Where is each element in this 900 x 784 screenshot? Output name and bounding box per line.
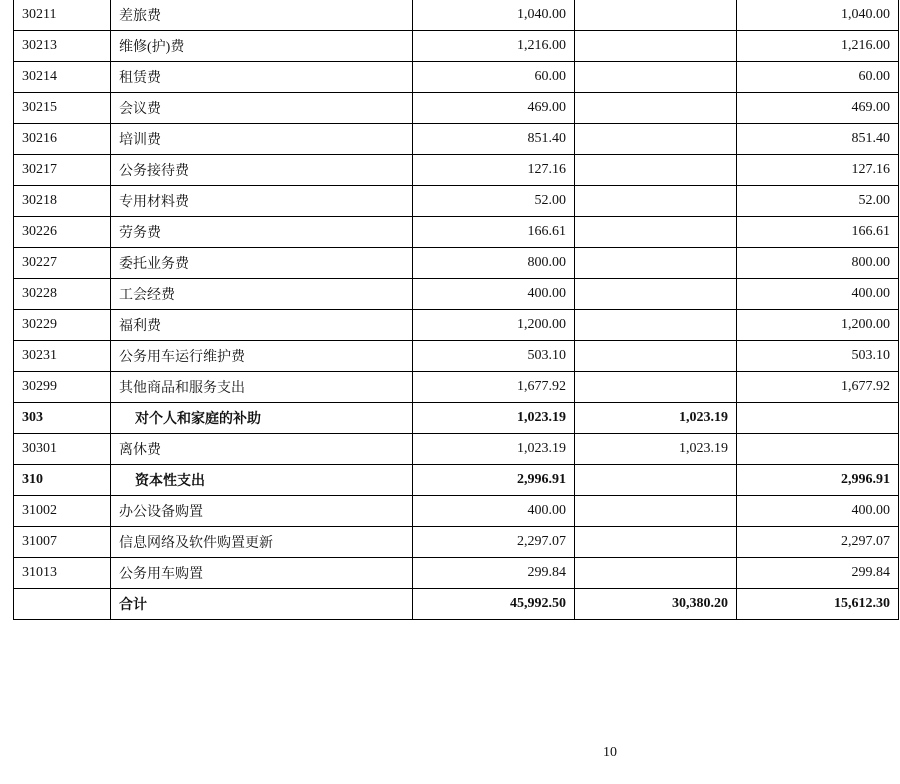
row-basic [575,93,737,124]
row-project: 166.61 [737,217,899,248]
row-total: 2,297.07 [413,527,575,558]
row-project: 469.00 [737,93,899,124]
row-code: 310 [14,465,111,496]
row-name: 信息网络及软件购置更新 [111,527,413,558]
row-total: 1,023.19 [413,403,575,434]
row-basic [575,124,737,155]
row-code: 303 [14,403,111,434]
row-total: 2,996.91 [413,465,575,496]
subtotal-row [14,465,899,496]
table-row [14,124,899,155]
row-project: 400.00 [737,496,899,527]
row-project: 503.10 [737,341,899,372]
table-row [14,558,899,589]
row-total: 127.16 [413,155,575,186]
row-code: 30217 [14,155,111,186]
row-code: 31007 [14,527,111,558]
row-name: 培训费 [111,124,413,155]
row-basic: 1,023.19 [575,434,737,465]
row-name: 工会经费 [111,279,413,310]
row-name: 维修(护)费 [111,31,413,62]
table-row [14,279,899,310]
project-total: 15,612.30 [737,589,899,620]
row-code: 30226 [14,217,111,248]
row-code: 30218 [14,186,111,217]
row-project: 2,996.91 [737,465,899,496]
row-project: 851.40 [737,124,899,155]
row-code: 30211 [14,0,111,31]
row-total: 1,216.00 [413,31,575,62]
row-basic [575,217,737,248]
table-row [14,0,899,31]
row-total: 60.00 [413,62,575,93]
row-code: 30215 [14,93,111,124]
row-total: 800.00 [413,248,575,279]
row-basic [575,558,737,589]
row-code: 30301 [14,434,111,465]
row-code: 30214 [14,62,111,93]
row-total: 503.10 [413,341,575,372]
row-name: 离休费 [111,434,413,465]
row-project [737,403,899,434]
table-row [14,496,899,527]
row-basic [575,310,737,341]
row-name: 办公设备购置 [111,496,413,527]
row-total: 166.61 [413,217,575,248]
row-name: 专用材料费 [111,186,413,217]
table-row [14,434,899,465]
row-project: 1,040.00 [737,0,899,31]
row-project: 1,677.92 [737,372,899,403]
table-row [14,310,899,341]
total-code [14,589,111,620]
row-total: 1,677.92 [413,372,575,403]
row-total: 1,040.00 [413,0,575,31]
row-project: 2,297.07 [737,527,899,558]
row-code: 31002 [14,496,111,527]
row-name: 差旅费 [111,0,413,31]
row-basic [575,527,737,558]
basic-total: 30,380.20 [575,589,737,620]
page-number: 10 [603,745,617,760]
row-basic [575,31,737,62]
row-basic [575,186,737,217]
row-code: 30231 [14,341,111,372]
row-code: 30227 [14,248,111,279]
row-basic [575,62,737,93]
table-row [14,155,899,186]
row-project: 1,216.00 [737,31,899,62]
table-row [14,217,899,248]
row-project: 800.00 [737,248,899,279]
row-name: 对个人和家庭的补助 [111,403,413,434]
row-total: 52.00 [413,186,575,217]
row-name: 委托业务费 [111,248,413,279]
row-basic [575,465,737,496]
row-project: 52.00 [737,186,899,217]
row-name: 租赁费 [111,62,413,93]
row-total: 1,023.19 [413,434,575,465]
row-name: 公务用车购置 [111,558,413,589]
table-row [14,527,899,558]
row-project: 1,200.00 [737,310,899,341]
row-basic [575,372,737,403]
row-total: 400.00 [413,496,575,527]
row-project: 400.00 [737,279,899,310]
row-name: 会议费 [111,93,413,124]
row-code: 30216 [14,124,111,155]
row-name: 公务接待费 [111,155,413,186]
row-project: 127.16 [737,155,899,186]
total-row [14,589,899,620]
row-name: 资本性支出 [111,465,413,496]
row-total: 400.00 [413,279,575,310]
subtotal-row [14,403,899,434]
row-code: 31013 [14,558,111,589]
table-row [14,248,899,279]
row-basic [575,496,737,527]
row-total: 299.84 [413,558,575,589]
table-row [14,372,899,403]
row-total: 1,200.00 [413,310,575,341]
row-project [737,434,899,465]
table-row [14,93,899,124]
table-row [14,62,899,93]
row-basic [575,0,737,31]
table-row [14,186,899,217]
row-project: 299.84 [737,558,899,589]
row-name: 公务用车运行维护费 [111,341,413,372]
table-row [14,31,899,62]
row-project: 60.00 [737,62,899,93]
row-name: 其他商品和服务支出 [111,372,413,403]
table-row [14,341,899,372]
row-total: 851.40 [413,124,575,155]
expenditure-table [13,0,899,620]
row-name: 福利费 [111,310,413,341]
row-basic [575,279,737,310]
grand-total: 45,992.50 [413,589,575,620]
row-basic [575,341,737,372]
row-code: 30213 [14,31,111,62]
row-basic [575,248,737,279]
row-basic: 1,023.19 [575,403,737,434]
row-code: 30228 [14,279,111,310]
row-basic [575,155,737,186]
row-code: 30299 [14,372,111,403]
total-label: 合计 [111,589,413,620]
row-name: 劳务费 [111,217,413,248]
row-total: 469.00 [413,93,575,124]
row-code: 30229 [14,310,111,341]
